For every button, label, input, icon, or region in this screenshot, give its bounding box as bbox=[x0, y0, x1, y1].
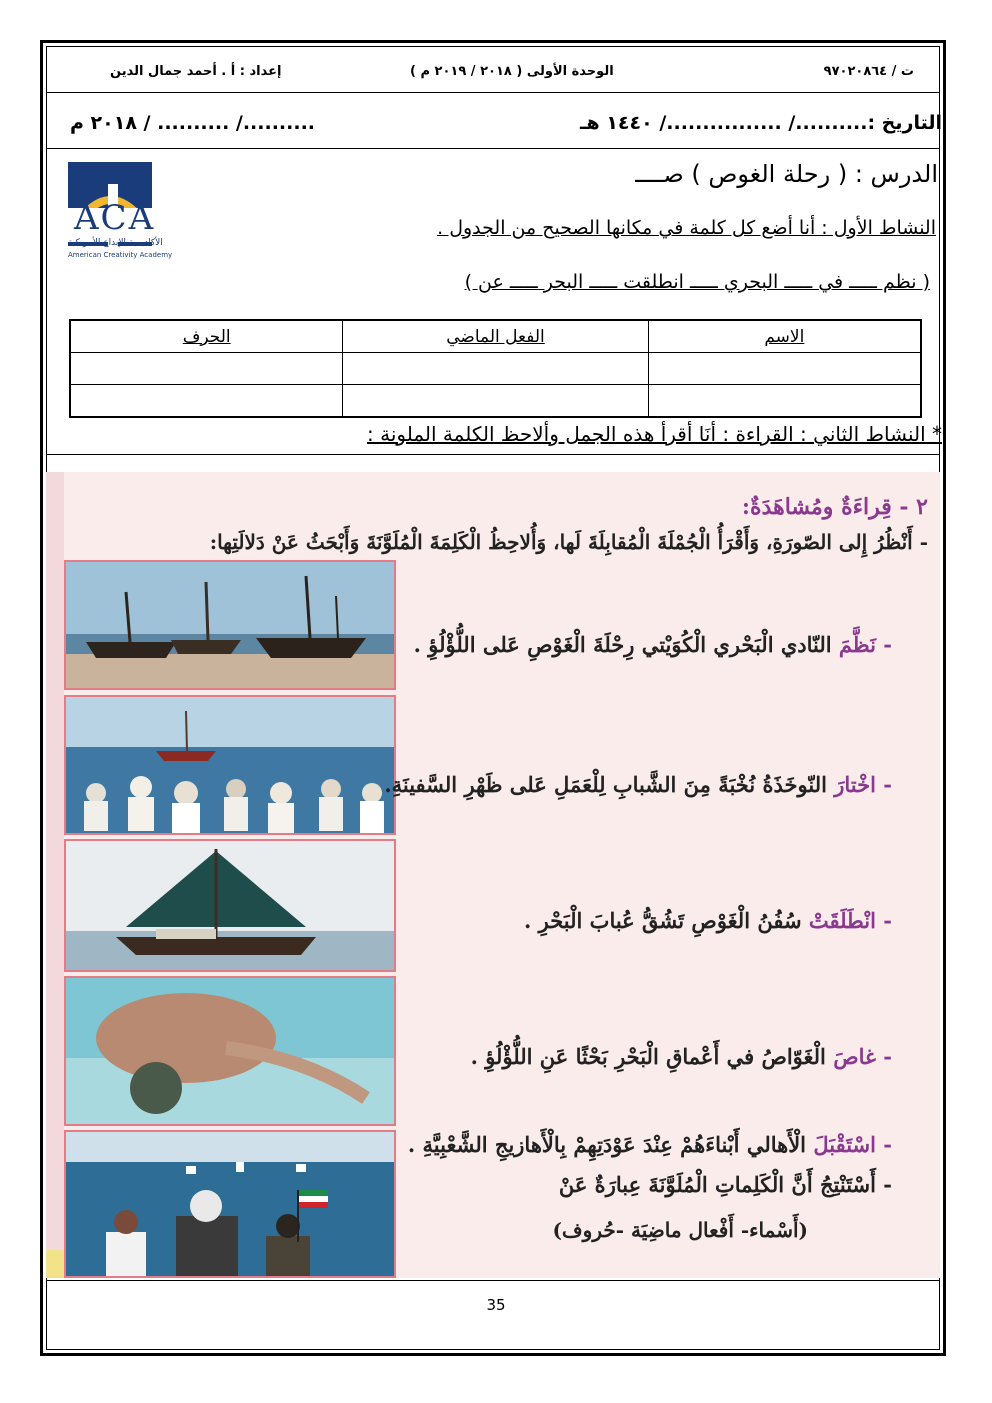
logo-english-name: American Creativity Academy bbox=[68, 251, 173, 259]
sentence-3-rest: سُفُنُ الْغَوْصِ تَشُقُّ عُبابَ الْبَحْرِ . bbox=[524, 908, 809, 933]
sentence-5 bbox=[408, 1132, 892, 1157]
logo-arabic-name: الأكاديمية الإبداع الأمريكية bbox=[68, 238, 163, 248]
book-instruction: - أَنْظُرُ إِلى الصّورَةِ، وَأَقْرَأُ الْجُمْلَةَ الْمُقابِلَةَ لَها، وَأُلاحِظُ الْكَلِمَةَ الْمُلَوَّنَةَ وَأَبْحَثُ عَنْ دَلالَتِها: bbox=[209, 530, 928, 554]
header-past-verb: الفعل الماضي bbox=[343, 320, 648, 353]
answer-cell[interactable] bbox=[343, 353, 648, 385]
sentence-3-colored-word: - انْطَلَقَتْ bbox=[808, 908, 892, 933]
sentence-4-rest: الْغَوّاصُ في أَعْماقِ الْبَحْرِ بَحْثًا عَنِ اللُّؤْلُؤِ . bbox=[470, 1044, 834, 1069]
sentence-1 bbox=[414, 632, 892, 657]
answer-cell[interactable] bbox=[70, 385, 343, 418]
header-letter: الحرف bbox=[70, 320, 343, 353]
answer-cell[interactable] bbox=[648, 353, 921, 385]
header-unit: الوحدة الأولى ( ٢٠١٨ / ٢٠١٩ م ) bbox=[410, 64, 614, 79]
answer-cell[interactable] bbox=[343, 385, 648, 418]
textbook-scan bbox=[46, 472, 940, 1278]
header-phone: ت / ٩٧٠٢٠٨٦٤ bbox=[823, 64, 914, 79]
header-prepared-by: إعداد : أ . أحمد جمال الدين bbox=[110, 64, 282, 79]
activity1-words: ( نظم ـــــ في ـــــ البحري ـــــ انطلقت ـــــ البحر ـــــ عن ) bbox=[464, 271, 930, 293]
sentence-4-colored-word: - غاصَ bbox=[833, 1044, 892, 1069]
photo-diver-underwater bbox=[64, 976, 396, 1126]
header-divider bbox=[46, 92, 940, 93]
diver-illustration bbox=[66, 978, 396, 1126]
lesson-title: الدرس : ( رحلة الغوص ) صــــ bbox=[635, 160, 938, 188]
dhows-illustration bbox=[66, 562, 396, 690]
answer-cell[interactable] bbox=[648, 385, 921, 418]
sentence-3 bbox=[524, 908, 892, 933]
school-logo bbox=[64, 158, 198, 262]
sentence-5-colored-word: - اسْتَقْبَلَ bbox=[813, 1132, 892, 1157]
photo-men-in-water bbox=[64, 695, 396, 835]
sentence-5-rest: الْأَهالي أَبْناءَهُمْ عِنْدَ عَوْدَتِهِمْ بِالْأَهازيجِ الشَّعْبِيَّةِ . bbox=[407, 1132, 814, 1157]
page-number: 35 bbox=[486, 1296, 506, 1314]
answer-cell[interactable] bbox=[70, 353, 343, 385]
word-classification-table bbox=[69, 319, 922, 418]
sentence-1-rest: النّادي الْبَحْري الْكُوَيْتي رِحْلَةَ الْغَوْصِ عَلى اللُّؤْلُؤِ . bbox=[413, 632, 839, 657]
activity2-instruction: * النشاط الثاني : القراءة : أنَا أقرأ هذه الجمل وألاحظ الكلمة الملونة : bbox=[367, 422, 942, 446]
activity2-divider bbox=[46, 454, 940, 455]
sentence-2-colored-word: - اخْتارَ bbox=[834, 772, 892, 797]
sentence-1-colored-word: - نَظَّمَ bbox=[838, 632, 892, 657]
photo-dhows-on-shore bbox=[64, 560, 396, 690]
header-noun: الاسم bbox=[648, 320, 921, 353]
men-in-water-illustration bbox=[66, 697, 396, 835]
conclusion-sentence: - أَسْتَنْتِجُ أَنَّ الْكَلِماتِ الْمُلَوَّنَةَ عِبارَةٌ عَنْ bbox=[558, 1172, 892, 1197]
sailing-dhow-illustration bbox=[66, 841, 396, 972]
page-edge-strip bbox=[46, 472, 64, 1278]
date-gregorian: ........../ .......... / ٢٠١٨ م bbox=[70, 112, 316, 134]
photo-families-welcoming bbox=[64, 1130, 396, 1278]
sentence-2-rest: النّوخَذَةُ نُخْبَةً مِنَ الشَّبابِ لِلْعَمَلِ عَلى ظَهْرِ السَّفينَةِ. bbox=[384, 772, 835, 797]
answer-options: (أَسْماء- أَفْعال ماضِيَة -حُروف) bbox=[552, 1218, 808, 1242]
bottom-divider bbox=[46, 1280, 940, 1281]
activity1-instruction: النشاط الأول : أنا أضع كل كلمة في مكانها الصحيح من الجدول . bbox=[437, 217, 936, 239]
date-hijri: التاريخ :........../ ................/ ١٤٤٠ هـ bbox=[580, 112, 942, 134]
logo-letters: ACA bbox=[74, 198, 156, 238]
sentence-4 bbox=[471, 1044, 892, 1069]
families-illustration bbox=[66, 1132, 396, 1278]
sentence-2 bbox=[384, 772, 892, 797]
date-divider bbox=[46, 148, 940, 149]
photo-sailing-dhow bbox=[64, 839, 396, 972]
book-section-heading: ٢ - قِراءَةٌ ومُشاهَدَةٌ: bbox=[741, 494, 928, 520]
